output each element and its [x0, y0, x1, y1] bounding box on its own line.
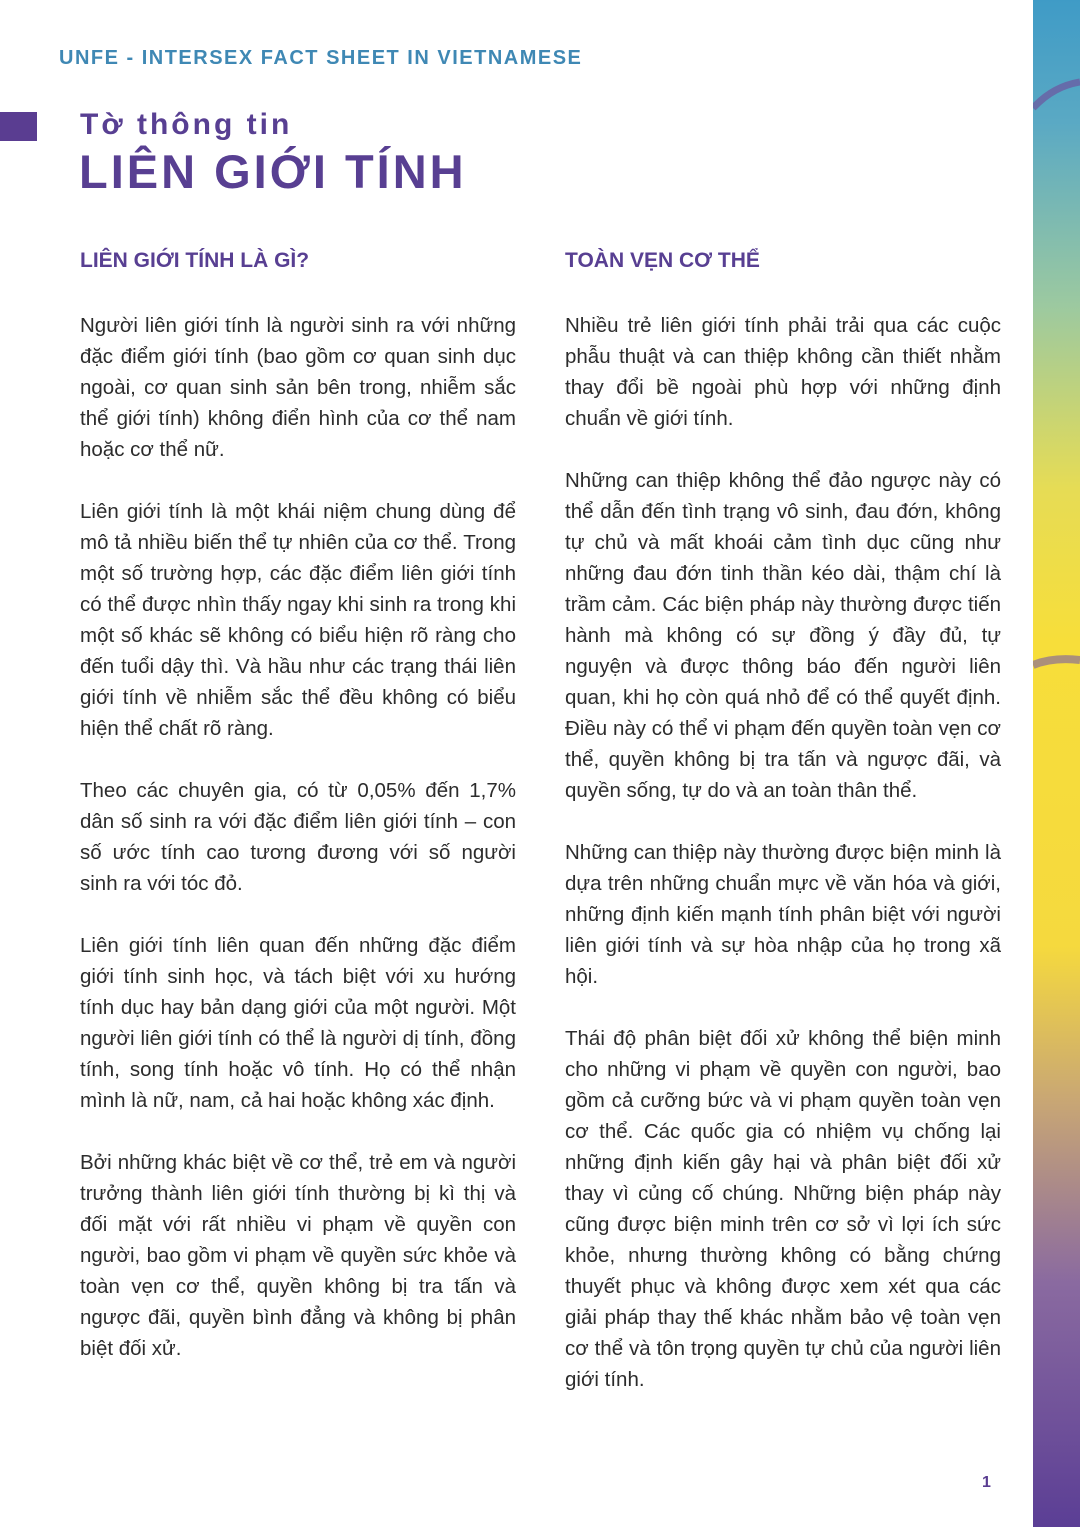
- page-number: 1: [982, 1474, 991, 1491]
- section-heading-bodily-integrity: TOÀN VẸN CƠ THỂ: [565, 249, 760, 272]
- paragraph: Những can thiệp này thường được biện minh là dựa trên những chuẩn mực về văn hóa và giới, những định kiến mạnh tính phân biệt với người liên giới tính và sự hòa nhập của họ trong xã hội.: [565, 841, 1001, 988]
- paragraph: Liên giới tính liên quan đến những đặc điểm giới tính sinh học, và tách biệt với xu hướng tính dục hay bản dạng giới của một người. Một người liên giới tính có thể là người dị tính, đồng tính, song tính hoặc vô tính. Họ có thể nhận mình là nữ, nam, cả hai hoặc không xác định.: [80, 934, 516, 1112]
- decorative-color-band: [1033, 0, 1080, 1527]
- band-fill: [1033, 0, 1080, 1527]
- paragraph: Liên giới tính là một khái niệm chung dùng để mô tả nhiều biến thể tự nhiên của cơ thể. Trong một số trường hợp, các đặc điểm liên giới tính có thể được nhìn thấy ngay khi sinh ra trong khi một số khác sẽ không có biểu hiện rõ ràng cho đến tuổi dậy thì. Và hầu như các trạng thái liên giới tính về nhiễm sắc thể đều không có biểu hiện thể chất rõ ràng.: [80, 500, 516, 740]
- section-heading-what-is-intersex: LIÊN GIỚI TÍNH LÀ GÌ?: [80, 249, 310, 272]
- paragraph: Người liên giới tính là người sinh ra với những đặc điểm giới tính (bao gồm cơ quan sinh dục ngoài, cơ quan sinh sản bên trong, nhiễm sắc thể giới tính) không điển hình của cơ thể nam hoặc cơ thể nữ.: [80, 314, 516, 461]
- paragraph: Những can thiệp không thể đảo ngược này có thể dẫn đến tình trạng vô sinh, đau đớn, không tự chủ và mất khoái cảm tình dục cũng như những đau đớn tinh thần kéo dài, thậm chí là trầm cảm. Các biện pháp này thường được tiến hành mà không có sự đồng ý đầy đủ, tự nguyện và được thông báo đến người liên quan, khi họ còn quá nhỏ để có thể quyết định. Điều này có thể vi phạm đến quyền toàn vẹn cơ thể, quyền không bị tra tấn và ngược đãi, và quyền sống, tự do và an toàn thân thể.: [565, 469, 1001, 802]
- paragraph: Nhiều trẻ liên giới tính phải trải qua các cuộc phẫu thuật và can thiệp không cần thiết nhằm thay đổi bề ngoài phù hợp với những định chuẩn về giới tính.: [565, 314, 1001, 430]
- page-title: LIÊN GIỚI TÍNH: [79, 145, 467, 198]
- paragraph: Thái độ phân biệt đối xử không thể biện minh cho những vi phạm về quyền con người, bao gồm cả cưỡng bức và vi phạm quyền toàn vẹn cơ thể. Các quốc gia có nhiệm vụ chống lại những định kiến gây hại và phân biệt đối xử thay vì củng cố chúng. Những biện pháp này cũng được biện minh trên cơ sở vì lợi ích sức khỏe, nhưng thường không có bằng chứng thuyết phục và không được xem xét qua các giải pháp thay thế khác nhằm bảo vệ toàn vẹn cơ thể và tôn trọng quyền tự chủ của người liên giới tính.: [565, 1027, 1001, 1391]
- running-header: UNFE - INTERSEX FACT SHEET IN VIETNAMESE: [59, 47, 583, 69]
- paragraph: Theo các chuyên gia, có từ 0,05% đến 1,7% dân số sinh ra với đặc điểm liên giới tính – con số ước tính cao tương đương với số người sinh ra với tóc đỏ.: [80, 779, 516, 895]
- paragraph: Bởi những khác biệt về cơ thể, trẻ em và người trưởng thành liên giới tính thường bị kì thị và đối mặt với rất nhiều vi phạm về quyền con người, bao gồm vi phạm về quyền sức khỏe và toàn vẹn cơ thể, quyền không bị tra tấn và ngược đãi, quyền bình đẳng và không bị phân biệt đối xử.: [80, 1151, 516, 1360]
- side-marker: [0, 112, 37, 141]
- left-column: [80, 244, 516, 1395]
- title-subtitle: Tờ thông tin: [80, 108, 293, 141]
- right-column: [565, 244, 1001, 1426]
